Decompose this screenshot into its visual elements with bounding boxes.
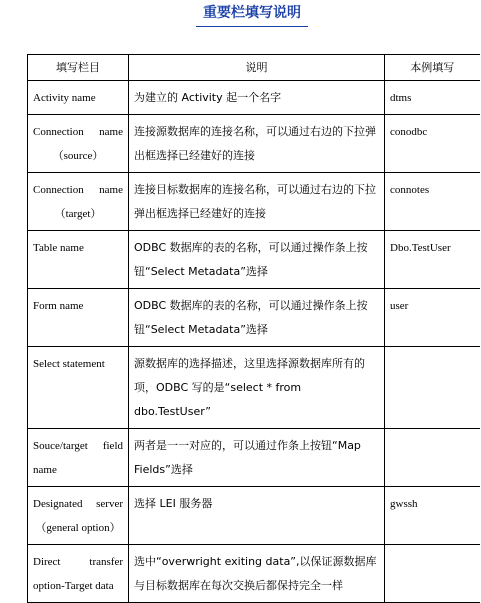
description-cell: 为建立的 Activity 起一个名字 <box>129 81 385 115</box>
table-row <box>28 289 480 347</box>
description-cell: 连接源数据库的连接名称，可以通过右边的下拉弹出框选择已经建好的连接 <box>129 115 385 173</box>
field-cell <box>28 347 129 429</box>
document-title: 重要栏填写说明 <box>196 4 308 27</box>
field-label: Select statement <box>33 358 105 370</box>
table-row <box>28 115 480 173</box>
example-cell: conodbc <box>385 115 480 173</box>
header-field: 填写栏目 <box>28 55 129 81</box>
example-cell <box>385 347 480 429</box>
table-row <box>28 173 480 231</box>
table-row <box>28 429 480 487</box>
example-cell <box>385 429 480 487</box>
field-label: Direct transfer <box>33 556 123 568</box>
description-cell: 连接目标数据库的连接名称，可以通过右边的下拉弹出框选择已经建好的连接 <box>129 173 385 231</box>
field-label-sub: （general option） <box>35 522 121 534</box>
description-cell: 两者是一一对应的，可以通过作条上按钮“Map Fields”选择 <box>129 429 385 487</box>
header-example: 本例填写 <box>385 55 480 81</box>
field-label: Connection name <box>33 126 123 138</box>
table-row <box>28 545 480 603</box>
example-cell: gwssh <box>385 487 480 545</box>
table-row <box>28 487 480 545</box>
field-label: Table name <box>33 242 84 254</box>
example-cell: connotes <box>385 173 480 231</box>
field-label-sub: （source） <box>52 150 104 162</box>
field-cell <box>28 231 129 289</box>
field-cell <box>28 115 129 173</box>
description-cell: 选择 LEI 服务器 <box>129 487 385 545</box>
field-label: Designated server <box>33 498 123 510</box>
field-label: Connection name <box>33 184 123 196</box>
example-cell: dtms <box>385 81 480 115</box>
example-cell: user <box>385 289 480 347</box>
table-row <box>28 231 480 289</box>
example-cell <box>385 545 480 603</box>
table-row <box>28 347 480 429</box>
field-label-sub: （target） <box>54 208 102 220</box>
table-row <box>28 81 480 115</box>
field-label-sub: name <box>33 464 57 476</box>
field-cell <box>28 289 129 347</box>
description-cell: 选中“overwright exiting data”,以保证源数据库与目标数据库在每次交换后都保持完全一样 <box>129 545 385 603</box>
description-cell: ODBC 数据库的表的名称，可以通过操作条上按钮“Select Metadata”选择 <box>129 231 385 289</box>
example-cell: Dbo.TestUser <box>385 231 480 289</box>
field-cell <box>28 487 129 545</box>
field-label: Souce/target field <box>33 440 123 452</box>
field-label: Activity name <box>33 92 96 104</box>
field-cell <box>28 81 129 115</box>
field-cell <box>28 429 129 487</box>
table-header-row <box>28 55 480 81</box>
description-cell: ODBC 数据库的表的名称，可以通过操作条上按钮“Select Metadata”选择 <box>129 289 385 347</box>
field-description-table <box>27 54 480 603</box>
field-label-sub: option-Target data <box>33 580 114 592</box>
field-label: Form name <box>33 300 84 312</box>
description-cell: 源数据库的选择描述，这里选择源数据库所有的项，ODBC 写的是“select * from dbo.TestUser” <box>129 347 385 429</box>
field-cell <box>28 545 129 603</box>
field-cell <box>28 173 129 231</box>
header-description: 说明 <box>129 55 385 81</box>
